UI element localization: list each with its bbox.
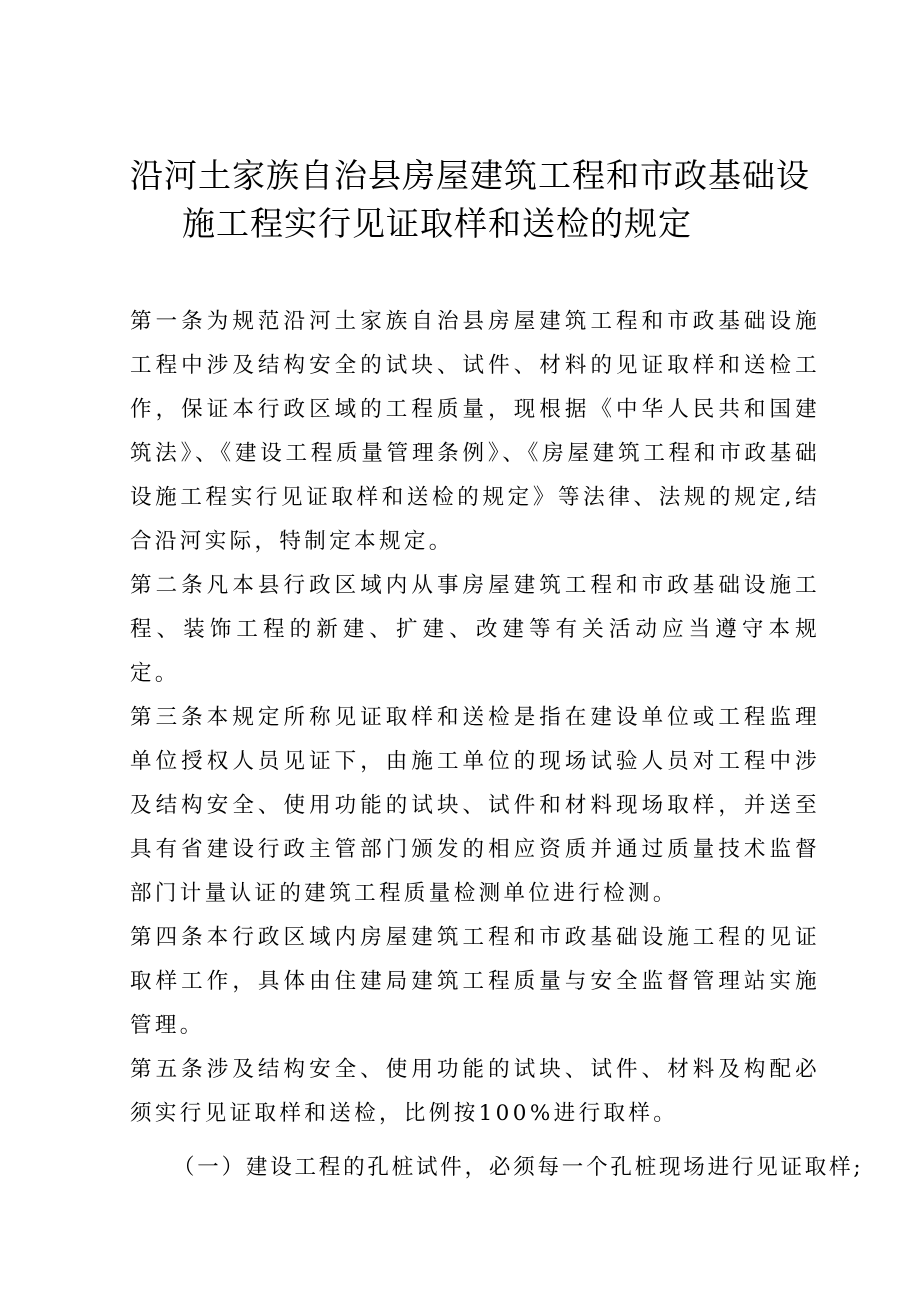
article-2: 第二条凡本县行政区域内从事房屋建筑工程和市政基础设施工程、装饰工程的新建、扩建、改建等有关活动应当遵守本规定。 [130, 573, 820, 686]
article-5-item-1: （一）建设工程的孔桩试件，必须每一个孔桩现场进行见证取样; [173, 1155, 864, 1180]
article-4: 第四条本行政区域内房屋建筑工程和市政基础设施工程的见证取样工作，具体由住建局建筑工程质量与安全监督管理站实施管理。 [130, 925, 820, 1038]
article-5: 第五条涉及结构安全、使用功能的试块、试件、材料及构配必须实行见证取样和送检，比例按100%进行取样。 [130, 1057, 820, 1126]
article-1: 第一条为规范沿河土家族自治县房屋建筑工程和市政基础设施工程中涉及结构安全的试块、试件、材料的见证取样和送检工作，保证本行政区域的工程质量，现根据《中华人民共和国建筑法》、《建设工程质量管理条例》、《房屋建筑工程和市政基础设施工程实行见证取样和送检的规定》等法律、法规的规定,结合沿河实际，特制定本规定。 [130, 309, 820, 554]
document-body [130, 300, 864, 1190]
title-line-2: 施工程实行见证取样和送检的规定 [182, 204, 692, 243]
article-3: 第三条本规定所称见证取样和送检是指在建设单位或工程监理单位授权人员见证下，由施工单位的现场试验人员对工程中涉及结构安全、使用功能的试块、试件和材料现场取样，并送至具有省建设行政主管部门颁发的相应资质并通过质量技术监督部门计量认证的建筑工程质量检测单位进行检测。 [130, 705, 820, 906]
document-title [130, 152, 820, 248]
title-line-1: 沿河土家族自治县房屋建筑工程和市政基础设 [130, 156, 810, 195]
